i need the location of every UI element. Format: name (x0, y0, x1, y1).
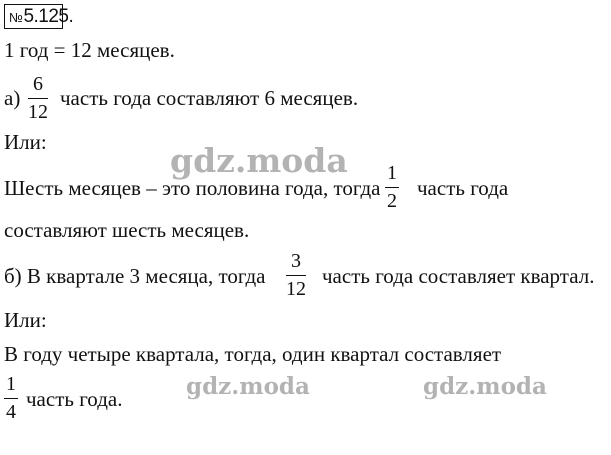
number-sign: № (9, 10, 23, 25)
fraction-6-12 (28, 74, 48, 122)
part-b-text: б) В квартале 3 месяца, тогда (4, 264, 266, 288)
half-year-suffix: часть года (417, 176, 509, 200)
fraction-denominator: 12 (28, 101, 48, 123)
part-b-suffix: часть года составляет квартал. (322, 264, 595, 288)
fraction-1-2 (385, 163, 399, 211)
half-year-text: Шесть месяцев – это половина года, тогда (4, 176, 381, 200)
or-label-2: Или: (4, 308, 47, 332)
fraction-denominator: 12 (286, 278, 306, 300)
quarter-text: В году четыре квартала, тогда, один квартал составляет (4, 342, 502, 366)
fraction-numerator: 6 (33, 73, 43, 95)
fraction-bar (385, 187, 399, 188)
task-number-badge (4, 4, 74, 29)
fraction-numerator: 1 (6, 373, 16, 395)
quarter-suffix: часть года. (26, 387, 123, 411)
or-label-1: Или: (4, 130, 47, 154)
watermark-3: gdz.moda (423, 373, 547, 400)
watermark-1: gdz.moda (170, 141, 348, 180)
fraction-numerator: 3 (291, 250, 301, 272)
part-a-text: часть года составляют 6 месяцев. (60, 86, 359, 110)
fraction-denominator: 2 (387, 190, 397, 212)
fraction-bar (4, 398, 18, 399)
fraction-3-12 (286, 251, 306, 299)
fraction-denominator: 4 (6, 401, 16, 423)
fraction-numerator: 1 (387, 162, 397, 184)
fraction-bar (28, 98, 48, 99)
year-definition: 1 год = 12 месяцев. (4, 38, 175, 62)
watermark-2: gdz.moda (186, 373, 310, 400)
fraction-bar (286, 275, 306, 276)
half-year-continuation: составляют шесть месяцев. (4, 218, 250, 242)
fraction-1-4 (4, 374, 18, 422)
part-a-prefix: а) (4, 86, 21, 110)
task-number: 5.125. (23, 6, 74, 27)
